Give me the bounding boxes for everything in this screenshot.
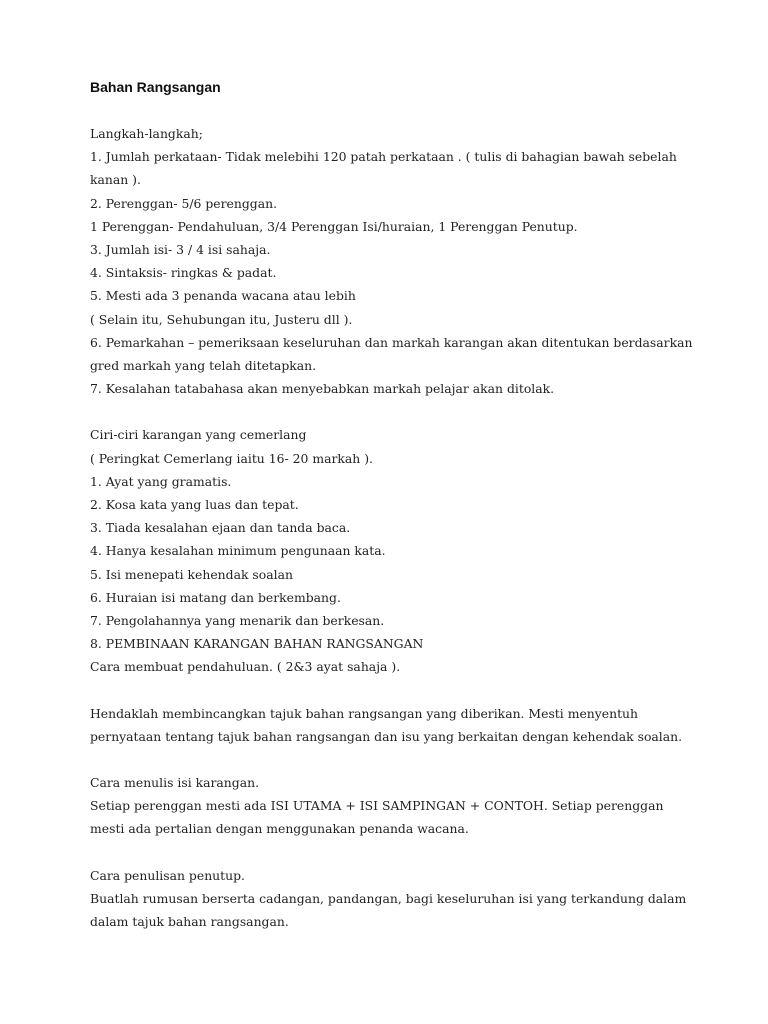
- paragraph-block: [90, 702, 730, 748]
- text-line: dalam tajuk bahan rangsangan.: [90, 914, 289, 930]
- text-line: kanan ).: [90, 172, 141, 188]
- text-line: 8. PEMBINAAN KARANGAN BAHAN RANGSANGAN: [90, 636, 424, 652]
- text-line: Buatlah rumusan berserta cadangan, pandangan, bagi keseluruhan isi yang terkandung dalam: [90, 890, 687, 906]
- text-line: Cara membuat pendahuluan. ( 2&3 ayat sahaja ).: [90, 659, 401, 675]
- document-page: [90, 76, 730, 956]
- text-line: 3. Tiada kesalahan ejaan dan tanda baca.: [90, 520, 351, 536]
- text-line: Cara penulisan penutup.: [90, 867, 245, 883]
- document-title: Bahan Rangsangan: [90, 79, 221, 95]
- text-line: 5. Mesti ada 3 penanda wacana atau lebih: [90, 288, 356, 304]
- text-line: Cara menulis isi karangan.: [90, 775, 260, 791]
- text-line: 1 Perenggan- Pendahuluan, 3/4 Perenggan Isi/huraian, 1 Perenggan Penutup.: [90, 218, 578, 234]
- text-line: 2. Kosa kata yang luas dan tepat.: [90, 497, 299, 513]
- text-line: 4. Sintaksis- ringkas & padat.: [90, 265, 277, 281]
- text-line: 6. Huraian isi matang dan berkembang.: [90, 589, 341, 605]
- text-line: Hendaklah membincangkan tajuk bahan rangsangan yang diberikan. Mesti menyentuh: [90, 705, 639, 721]
- text-line: pernyataan tentang tajuk bahan rangsangan dan isu yang berkaitan dengan kehendak soalan.: [90, 728, 683, 744]
- text-line: 1. Jumlah perkataan- Tidak melebihi 120 patah perkataan . ( tulis di bahagian bawah sebelah: [90, 149, 677, 165]
- text-line: 3. Jumlah isi- 3 / 4 isi sahaja.: [90, 242, 271, 258]
- text-line: 5. Isi menepati kehendak soalan: [90, 566, 293, 582]
- text-line: gred markah yang telah ditetapkan.: [90, 358, 317, 374]
- text-line: 6. Pemarkahan – pemeriksaan keseluruhan dan markah karangan akan ditentukan berdasarkan: [90, 334, 693, 350]
- text-line: ( Peringkat Cemerlang iaitu 16- 20 markah ).: [90, 450, 373, 466]
- text-line: Ciri-ciri karangan yang cemerlang: [90, 427, 307, 443]
- paragraph-block: [90, 864, 730, 934]
- text-line: Setiap perenggan mesti ada ISI UTAMA + ISI SAMPINGAN + CONTOH. Setiap perenggan: [90, 798, 664, 814]
- text-line: 1. Ayat yang gramatis.: [90, 473, 232, 489]
- text-line: 4. Hanya kesalahan minimum pengunaan kata.: [90, 543, 386, 559]
- text-line: 7. Pengolahannya yang menarik dan berkesan.: [90, 613, 385, 629]
- text-line: mesti ada pertalian dengan menggunakan penanda wacana.: [90, 821, 469, 837]
- text-line: 7. Kesalahan tatabahasa akan menyebabkan markah pelajar akan ditolak.: [90, 381, 555, 397]
- text-line: ( Selain itu, Sehubungan itu, Justeru dll ).: [90, 311, 353, 327]
- paragraph-block: [90, 423, 730, 678]
- document-body: [90, 122, 730, 933]
- text-line: Langkah-langkah;: [90, 126, 203, 141]
- paragraph-block: [90, 122, 730, 400]
- text-line: 2. Perenggan- 5/6 perenggan.: [90, 195, 278, 211]
- paragraph-block: [90, 771, 730, 841]
